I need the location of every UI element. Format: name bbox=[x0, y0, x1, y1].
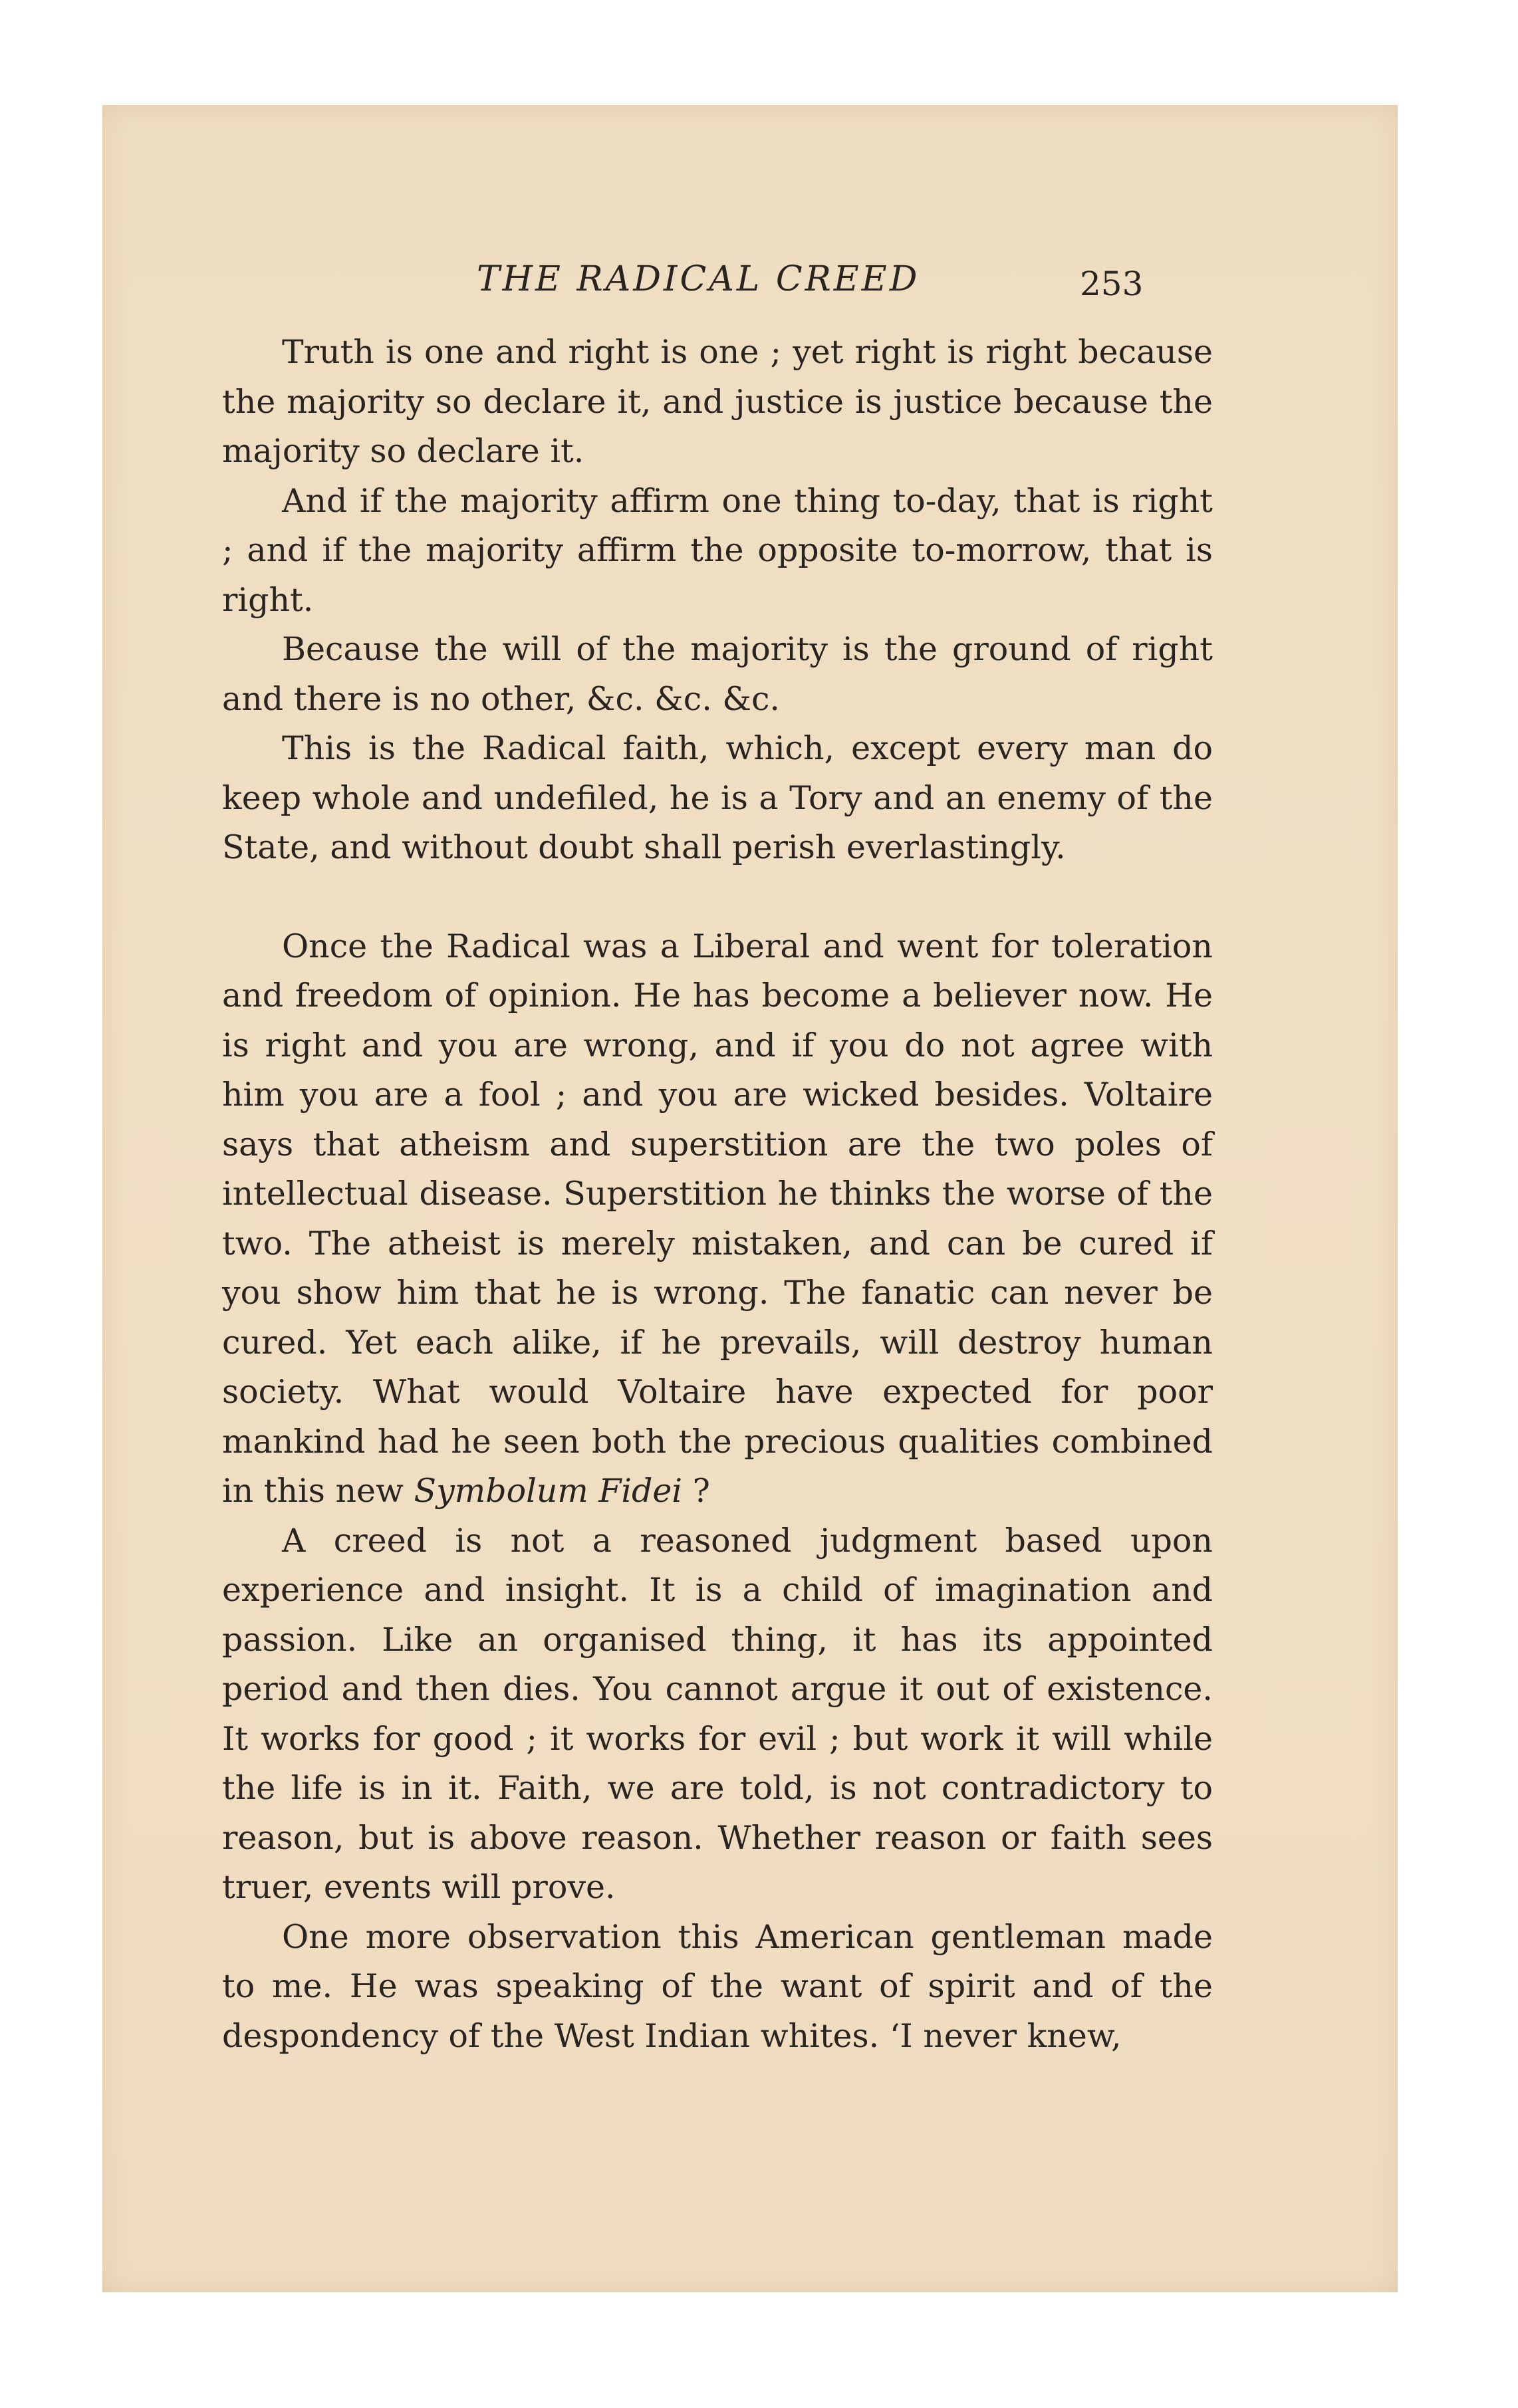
paragraph-majority: And if the majority affirm one thing to-day, that is right ; and if the majority affirm the opposite to-morrow, that is right. bbox=[222, 481, 1213, 619]
section-break bbox=[222, 873, 1213, 922]
paragraph-creed: A creed is not a reasoned judgment based upon experience and insight. It is a child of imagination and passion. Like an organised thing, it has its appointed period and then dies. You cannot argue it out of existence. It works for good ; it works for evil ; but work it will while the life is in it. Faith, we are told, is not contradictory to reason, but is above reason. Whether reason or faith sees truer, events will prove. bbox=[222, 1521, 1213, 1906]
paragraph-radical-faith: This is the Radical faith, which, except every man do keep whole and undefiled, he is a Tory and an enemy of the State, and without doubt shall perish everlastingly. bbox=[222, 729, 1213, 866]
paragraph-will: Because the will of the majority is the ground of right and there is no other, &c. &c. &c. bbox=[222, 630, 1213, 718]
paragraph-truth: Truth is one and right is one ; yet right is right because the majority so declare it, and justice is justice because the majority so declare it. bbox=[222, 333, 1213, 470]
paragraph-liberal-text: Once the Radical was a Liberal and went for toleration and freedom of opinion. He has become a believer now. He is right and you are wrong, and if you do not agree with him you are a fool ; and you are wicked besides. Voltaire says that atheism and superstition are the two poles of intellectual disease. Superstition he thinks the worse of the two. The atheist is merely mistaken, and can be cured if you show him that he is wrong. The fanatic can never be cured. Yet each alike, if he prevails, will destroy human society. What would Voltaire have expected for poor mankind had he seen both the precious qualities combined in this new bbox=[222, 927, 1213, 1510]
page-number: 253 bbox=[1080, 265, 1144, 303]
book-page bbox=[102, 105, 1398, 2292]
page-header bbox=[102, 259, 1398, 312]
paragraph-liberal bbox=[222, 922, 1213, 1516]
body-text bbox=[222, 328, 1213, 2061]
paragraph-liberal-end: ? bbox=[682, 1472, 710, 1510]
paragraph-liberal-italic: Symbolum Fidei bbox=[414, 1472, 683, 1510]
running-title: THE RADICAL CREED bbox=[477, 259, 920, 299]
paragraph-observation: One more observation this American gentleman made to me. He was speaking of the want of spirit and of the despondency of the West Indian whites. ‘I never knew, bbox=[222, 1917, 1213, 2055]
